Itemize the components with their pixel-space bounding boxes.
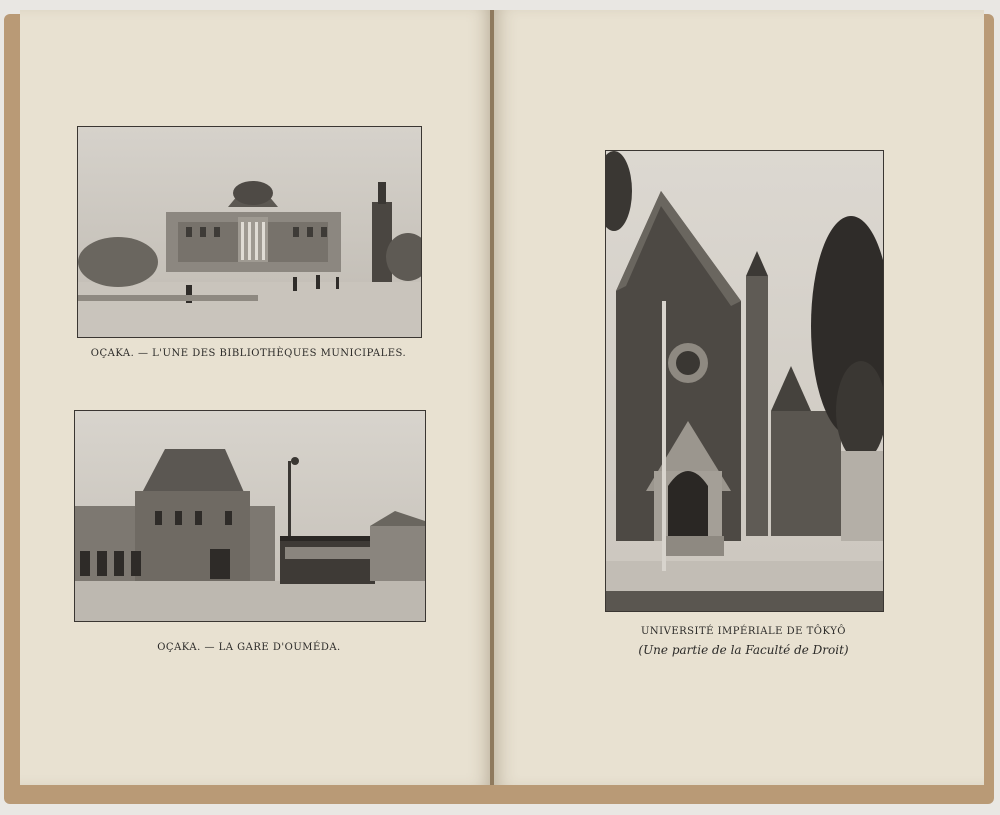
- library-photo: [77, 126, 422, 338]
- university-caption: UNIVERSITÉ IMPÉRIALE DE TÔKYÔ: [640, 626, 847, 637]
- station-photo: [74, 410, 426, 622]
- station-caption: OÇAKA. — LA GARE D'OUMÉDA.: [157, 642, 341, 653]
- university-photo: [605, 150, 884, 612]
- university-subcaption: (Une partie de la Faculté de Droit): [638, 643, 849, 657]
- library-caption: OÇAKA. — L'UNE DES BIBLIOTHÈQUES MUNICIPALES.: [90, 348, 407, 359]
